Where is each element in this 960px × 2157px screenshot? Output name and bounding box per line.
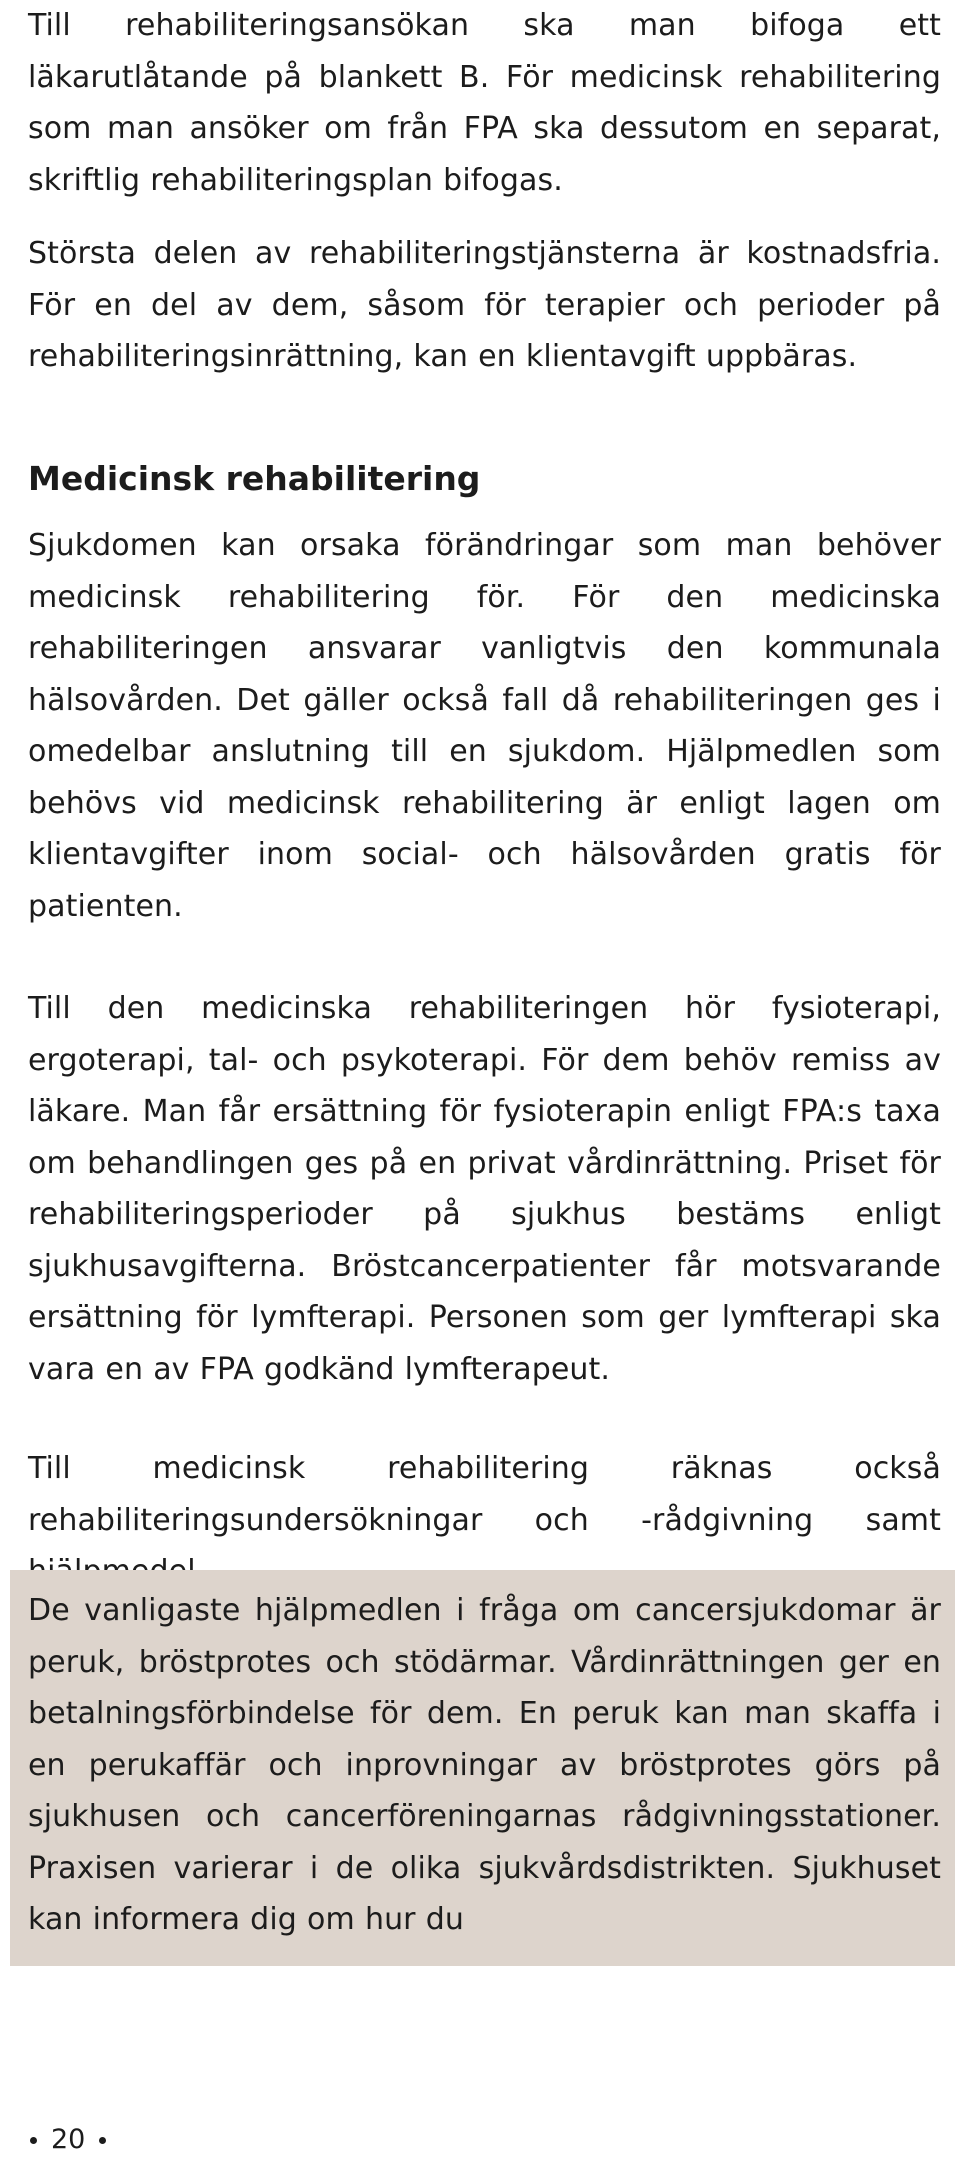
paragraph-also-counted: Till medicinsk rehabilitering räknas också rehabiliteringsundersökningar och -rådgivning samt — [28, 1451, 941, 1538]
page-footer — [30, 2125, 106, 2155]
paragraph-aids-box: De vanligaste hjälpmedlen i fråga om cancersjukdomar är peruk, bröstprotes och stödärmar. Vårdinrättningen ger en betalningsförbindelse för dem. En peruk kan man skaffa i en perukaffär och inprovningar av bröstprotes görs på sjukhusen och cancerföreningarnas rådgivningsstationer. Praxisen varierar i de olika sjukvårdsdistrikten. Sjukhuset kan informera dig om hur du — [28, 1593, 941, 1937]
paragraph-therapies: Till den medicinska rehabiliteringen hör fysioterapi, ergoterapi, tal- och psykoterapi. För dem behöv remiss av läkare. Man får ersättning för fysioterapin enligt FPA:s taxa om behandlingen ges på en privat vårdinrättning. Priset för rehabiliteringsperioder på sjukhus bestäms enligt sjukhusavgifterna. Bröstcancerpatienter får motsvarande ersättning för lymfterapi. Personen som ger lymfterapi ska vara en av FPA godkänd lymfterapeut. — [28, 991, 941, 1387]
section-heading-medical-rehabilitation: Medicinsk rehabilitering — [28, 459, 481, 498]
paragraph-intro-attachments: Till rehabiliteringsansökan ska man bifoga ett läkarutlåtande på blankett B. För medicinsk rehabilitering som man ansöker om från FPA ska dessutom en separat, skriftlig rehabiliteringsplan bifogas. — [28, 8, 941, 198]
bullet-left-icon — [30, 2137, 37, 2144]
paragraph-costs: Största delen av rehabiliteringstjänsterna är kostnadsfria. För en del av dem, såsom för terapier och perioder på rehabiliteringsinrättning, kan en klientavgift uppbäras. — [28, 236, 941, 374]
page-number: 20 — [51, 2124, 86, 2155]
bullet-right-icon — [99, 2137, 106, 2144]
paragraph-medical-intro: Sjukdomen kan orsaka förändringar som man behöver medicinsk rehabilitering för. För den medicinska rehabiliteringen ansvarar vanligtvis den kommunala hälsovården. Det gäller också fall då rehabiliteringen ges i omedelbar anslutning till en sjukdom. Hjälpmedlen som behövs vid medicinsk rehabilitering är enligt lagen om klientavgifter inom social- och hälsovården gratis för patienten. — [28, 528, 941, 924]
